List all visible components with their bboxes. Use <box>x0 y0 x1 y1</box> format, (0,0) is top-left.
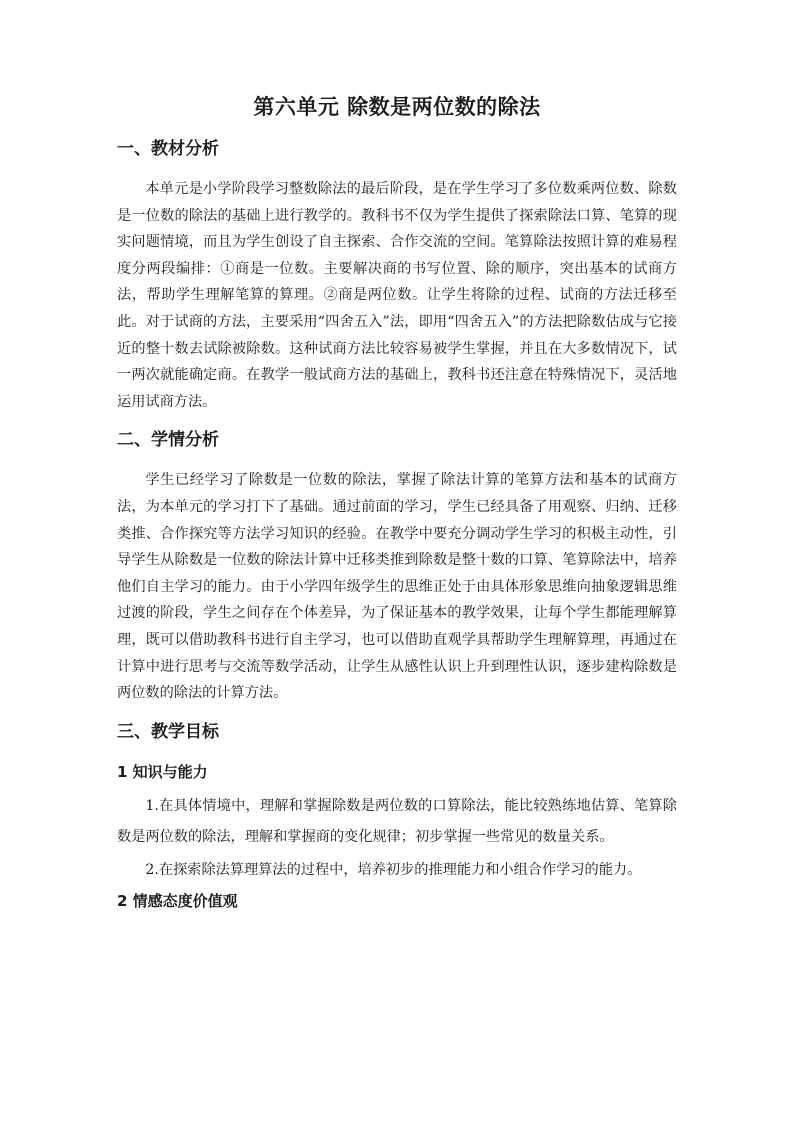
section-heading-teaching-goals: 三、教学目标 <box>117 721 219 742</box>
section-heading-student-analysis: 二、学情分析 <box>117 430 219 451</box>
goal-item: 1.在具体情境中，理解和掌握除数是两位数的口算除法，能比较熟练地估算、笔算除数是两位数的除法，理解和掌握商的变化规律；初步掌握一些常见的数量关系。 <box>117 797 677 845</box>
section-paragraph-student-analysis: 学生已经学习了除数是一位数的除法，掌握了除法计算的笔算方法和基本的试商方法，为本单元的学习打下了基础。通过前面的学习，学生已经具备了用观察、归纳、迁移类推、合作探究等方法学习知识的经验。在教学中要充分调动学生学习的积极主动性，引导学生从除数是一位数的除法计算中迁移类推到除数是整十数的口算、笔算除法中，培养他们自主学习的能力。由于小学四年级学生的思维正处于由具体形象思维向抽象逻辑思维过渡的阶段，学生之间存在个体差异，为了保证基本的教学效果，让每个学生都能理解算理，既可以借助教科书进行自主学习，也可以借助直观学具帮助学生理解算理，再通过在计算中进行思考与交流等数学活动，让学生从感性认识上升到理性认识，逐步建构除数是两位数的除法的计算方法。 <box>117 472 677 702</box>
subheading-emotion-values: 2 情感态度价值观 <box>117 891 238 910</box>
document-page <box>117 92 677 920</box>
document-title: 第六单元 除数是两位数的除法 <box>253 95 541 119</box>
section-paragraph-textbook-analysis: 本单元是小学阶段学习整数除法的最后阶段，是在学生学习了多位数乘两位数、除数是一位数的除法的基础上进行教学的。教科书不仅为学生提供了探索除法口算、笔算的现实问题情境，而且为学生创设了自主探索、合作交流的空间。笔算除法按照计算的难易程度分两段编排：①商是一位数。主要解决商的书写位置、除的顺序，突出基本的试商方法，帮助学生理解笔算的算理。②商是两位数。让学生将除的过程、试商的方法迁移至此。对于试商的方法，主要采用“四舍五入”法，即用“四舍五入”的方法把除数估成与它接近的整十数去试除被除数。这种试商方法比较容易被学生掌握，并且在大多数情况下，试一两次就能确定商。在教学一般试商方法的基础上，教科书还注意在特殊情况下，灵活地运用试商方法。 <box>117 181 677 410</box>
subheading-knowledge-ability: 1 知识与能力 <box>117 762 208 781</box>
section-heading-textbook-analysis: 一、教材分析 <box>117 139 219 159</box>
goal-item: 2.在探索除法算理算法的过程中，培养初步的推理能力和小组合作学习的能力。 <box>145 861 642 878</box>
